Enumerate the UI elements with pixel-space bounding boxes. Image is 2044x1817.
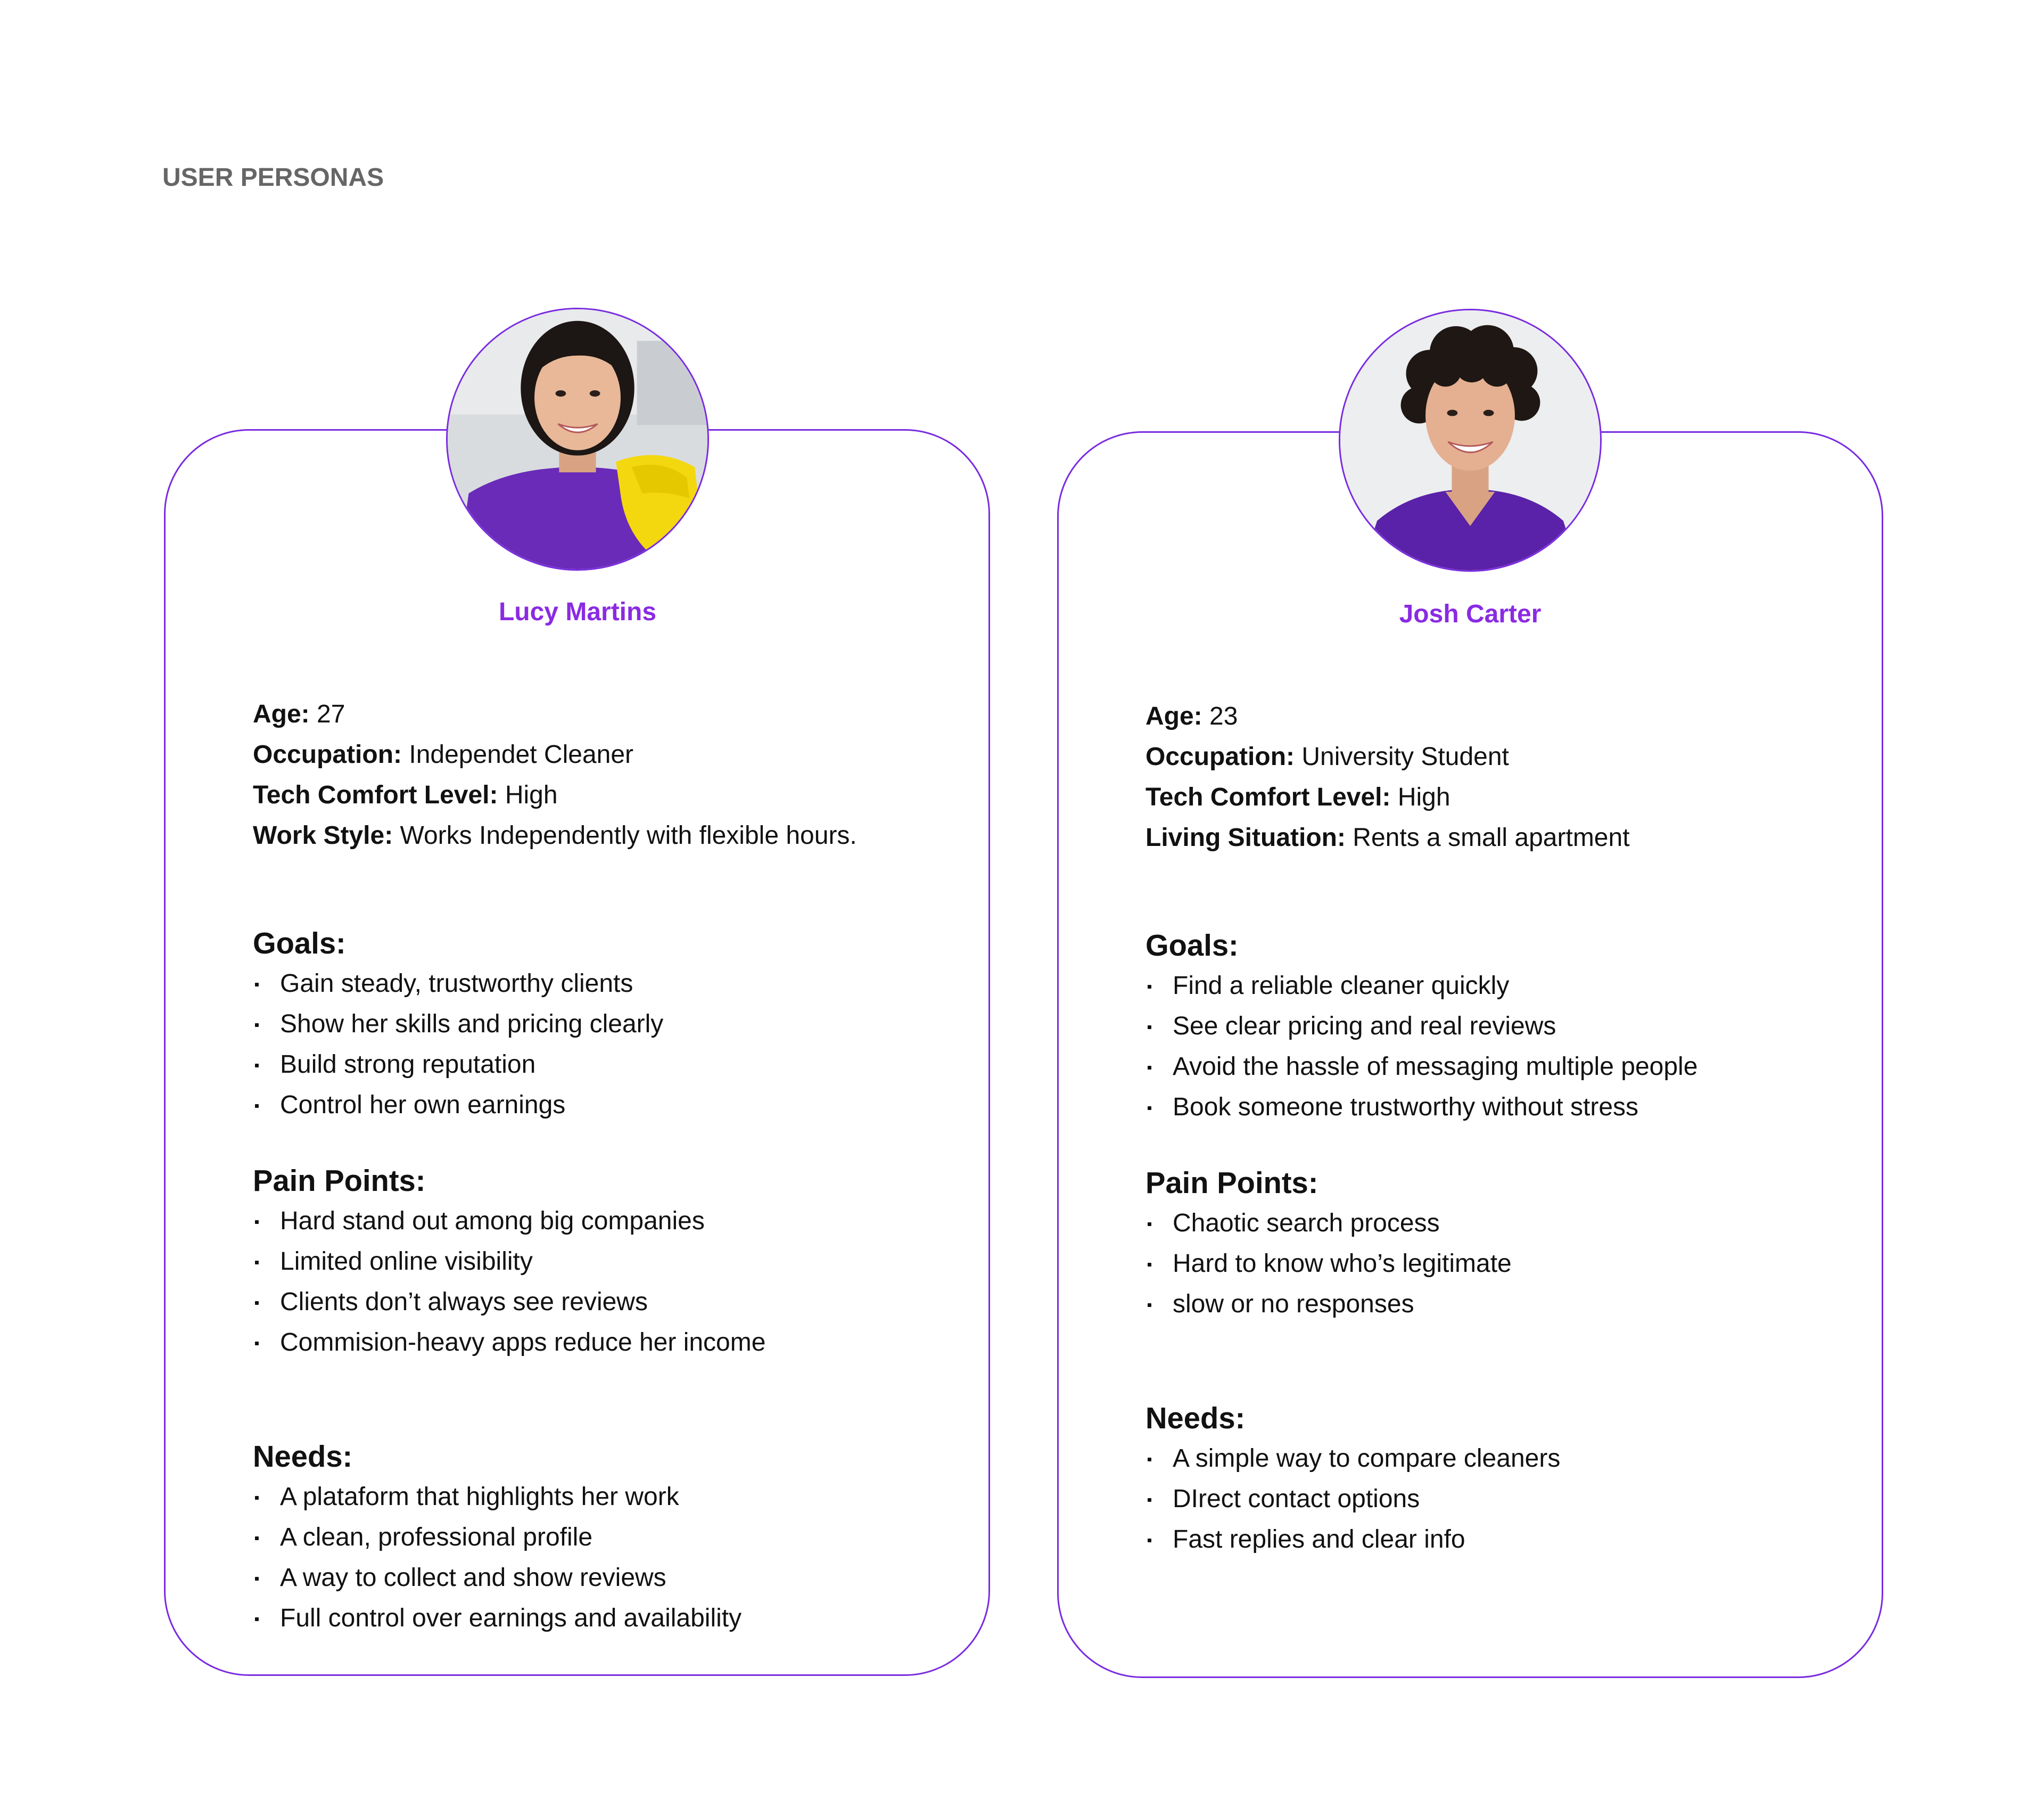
list-item: Build strong reputation	[253, 1045, 966, 1085]
list-item: A simple way to compare cleaners	[1145, 1438, 1859, 1479]
persona-name: Lucy Martins	[498, 598, 657, 626]
list-item: DIrect contact options	[1145, 1479, 1859, 1519]
info-occupation	[253, 735, 966, 775]
goals-list	[253, 964, 966, 1125]
info-tech-comfort	[253, 775, 966, 816]
info-age	[1145, 696, 1859, 737]
list-item: Gain steady, trustworthy clients	[253, 964, 966, 1004]
persona-details-josh	[1145, 696, 1859, 1560]
goals-heading: Goals:	[253, 926, 346, 960]
list-item: Fast replies and clear info	[1145, 1519, 1859, 1560]
info-value: Independet Cleaner	[402, 741, 634, 769]
info-value: High	[1390, 783, 1450, 811]
persona-photo-josh	[1339, 309, 1602, 572]
list-item: A way to collect and show reviews	[253, 1558, 966, 1598]
list-item: Book someone trustworthy without stress	[1145, 1087, 1859, 1128]
list-item: Limited online visibility	[253, 1242, 966, 1282]
persona-name: Josh Carter	[1399, 600, 1542, 628]
info-living-situation	[1145, 818, 1859, 858]
info-value: High	[498, 781, 558, 809]
pain-points-heading: Pain Points:	[253, 1164, 426, 1197]
list-item: Hard to know who’s legitimate	[1145, 1244, 1859, 1284]
list-item: Show her skills and pricing clearly	[253, 1004, 966, 1045]
info-label: Occupation:	[253, 741, 402, 769]
list-item: Avoid the hassle of messaging multiple people	[1145, 1047, 1859, 1087]
info-value: 23	[1202, 702, 1238, 730]
info-label: Occupation:	[1145, 743, 1295, 771]
list-item: Full control over earnings and availability	[253, 1598, 966, 1639]
persona-details-lucy	[253, 694, 966, 1639]
info-occupation	[1145, 737, 1859, 777]
goals-list	[1145, 966, 1859, 1128]
needs-heading: Needs:	[253, 1440, 353, 1473]
person-photo-icon	[1340, 310, 1600, 570]
list-item: Chaotic search process	[1145, 1203, 1859, 1244]
needs-list	[1145, 1438, 1859, 1560]
pain-points-list	[1145, 1203, 1859, 1325]
persona-photo-lucy	[446, 308, 709, 571]
needs-heading: Needs:	[1145, 1401, 1246, 1435]
person-photo-icon	[448, 309, 707, 569]
section-title: USER PERSONAS	[162, 163, 384, 192]
pain-points-list	[253, 1201, 966, 1363]
info-label: Age:	[253, 700, 310, 728]
list-item: A plataform that highlights her work	[253, 1477, 966, 1517]
list-item: Find a reliable cleaner quickly	[1145, 966, 1859, 1006]
list-item: A clean, professional profile	[253, 1517, 966, 1558]
info-tech-comfort	[1145, 777, 1859, 818]
info-label: Living Situation:	[1145, 824, 1346, 852]
info-value: 27	[309, 700, 345, 728]
info-label: Tech Comfort Level:	[1145, 783, 1391, 811]
list-item: Clients don’t always see reviews	[253, 1282, 966, 1322]
list-item: slow or no responses	[1145, 1284, 1859, 1325]
info-label: Work Style:	[253, 821, 393, 850]
info-value: Works Independently with flexible hours.	[393, 821, 857, 850]
info-value: University Student	[1295, 743, 1509, 771]
info-label: Age:	[1145, 702, 1202, 730]
list-item: See clear pricing and real reviews	[1145, 1006, 1859, 1047]
list-item: Hard stand out among big companies	[253, 1201, 966, 1242]
info-age	[253, 694, 966, 735]
goals-heading: Goals:	[1145, 928, 1239, 962]
info-work-style	[253, 816, 966, 856]
info-value: Rents a small apartment	[1345, 824, 1630, 852]
info-label: Tech Comfort Level:	[253, 781, 498, 809]
list-item: Control her own earnings	[253, 1085, 966, 1125]
pain-points-heading: Pain Points:	[1145, 1166, 1318, 1199]
needs-list	[253, 1477, 966, 1639]
list-item: Commision-heavy apps reduce her income	[253, 1322, 966, 1363]
